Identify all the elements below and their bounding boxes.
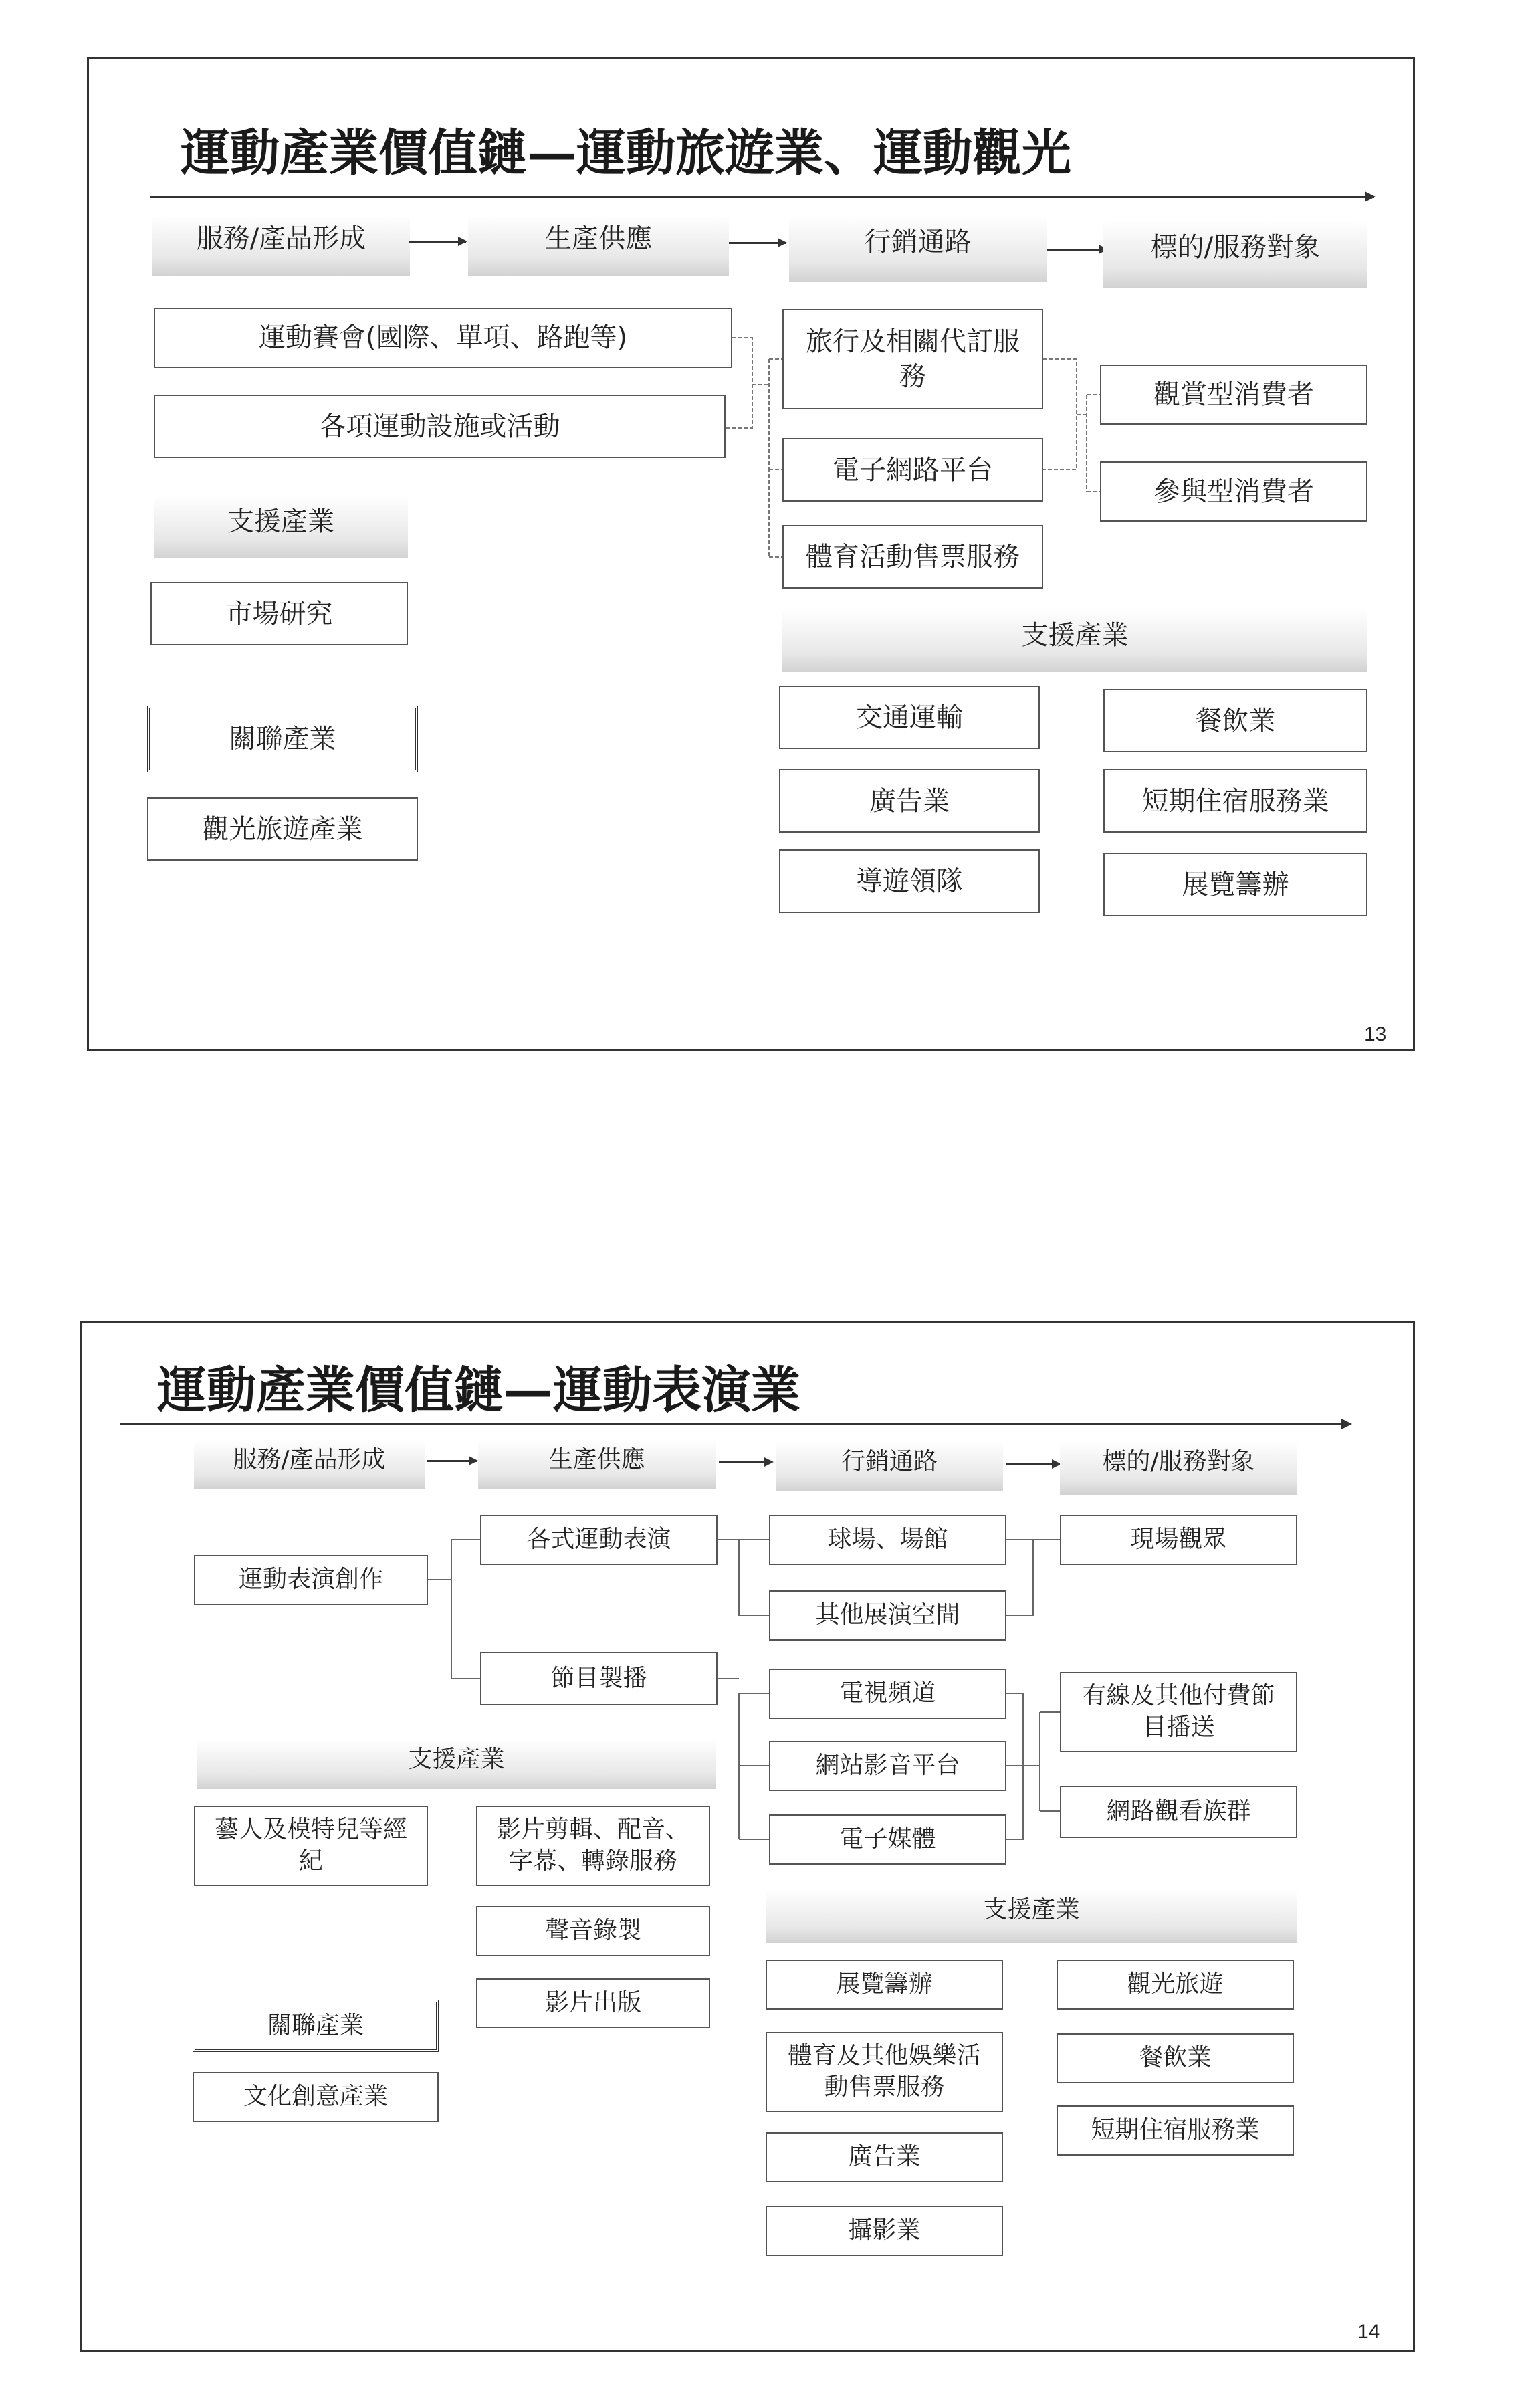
s14-support-right-header: 支援產業 (766, 1889, 1297, 1943)
s13-channel-ticketing: 體育活動售票服務 (782, 525, 1043, 589)
s13-support-market-research: 市場研究 (150, 582, 408, 645)
s13-header-target: 標的/服務對象 (1103, 221, 1367, 288)
s13-header-marketing: 行銷通路 (789, 215, 1047, 282)
s13-related-header: 關聯產業 (147, 706, 418, 772)
s13-channel-travel-booking: 旅行及相關代訂服務 (782, 309, 1043, 409)
s14-related-cultural-creative: 文化創意產業 (193, 2072, 439, 2122)
s14-support-short-stay: 短期住宿服務業 (1057, 2105, 1294, 2156)
s13-target-spectator: 觀賞型消費者 (1100, 365, 1367, 425)
s13-product-sports-events: 運動賽會(國際、單項、路跑等) (154, 308, 732, 368)
s14-production-broadcast: 節目製播 (480, 1652, 718, 1705)
slide-13-page-number: 13 (1364, 1023, 1387, 1045)
s13-support-tour-guide: 導遊領隊 (779, 849, 1040, 913)
s13-support-short-stay: 短期住宿服務業 (1103, 769, 1367, 833)
s13-related-tourism: 觀光旅遊產業 (147, 797, 418, 861)
s14-channel-electronic-media: 電子媒體 (769, 1814, 1006, 1865)
s14-support-editing: 影片剪輯、配音、字幕、轉錄服務 (476, 1806, 710, 1886)
s14-support-photography: 攝影業 (766, 2206, 1003, 2256)
s14-support-film-publishing: 影片出版 (476, 1978, 710, 2028)
s14-support-ticketing: 體育及其他娛樂活動售票服務 (766, 2032, 1003, 2112)
s14-support-exhibition: 展覽籌辦 (766, 1960, 1003, 2010)
s14-header-service-form: 服務/產品形成 (194, 1439, 425, 1489)
s14-target-cable: 有線及其他付費節目播送 (1060, 1672, 1297, 1752)
s14-support-sound-recording: 聲音錄製 (476, 1906, 710, 1956)
s14-support-advertising: 廣告業 (766, 2132, 1003, 2182)
s13-support-right-header: 支援產業 (782, 609, 1367, 672)
s13-header-service-form: 服務/產品形成 (152, 215, 410, 276)
s14-support-talent-agency: 藝人及模特兒等經紀 (194, 1806, 428, 1886)
slide-14-page-number: 14 (1357, 2321, 1380, 2343)
s13-header-production: 生產供應 (468, 215, 729, 276)
s13-support-advertising: 廣告業 (779, 769, 1040, 833)
s14-header-target: 標的/服務對象 (1060, 1441, 1297, 1495)
s14-creation: 運動表演創作 (194, 1555, 428, 1605)
s14-header-marketing: 行銷通路 (776, 1441, 1003, 1491)
s14-related-header: 關聯產業 (193, 2000, 439, 2052)
s13-support-catering: 餐飲業 (1103, 689, 1367, 752)
s14-production-performances: 各式運動表演 (480, 1515, 718, 1565)
s14-target-live-audience: 現場觀眾 (1060, 1515, 1297, 1565)
s14-channel-web-video: 網站影音平台 (769, 1741, 1006, 1791)
s14-channel-other-venues: 其他展演空間 (769, 1590, 1006, 1641)
s14-support-left-header: 支援產業 (197, 1739, 716, 1789)
slide-13-title: 運動產業價值鏈—運動旅遊業、運動觀光 (181, 124, 1071, 182)
s14-target-online-viewers: 網路觀看族群 (1060, 1786, 1297, 1838)
s14-support-tourism: 觀光旅遊 (1057, 1960, 1294, 2010)
s14-channel-stadium: 球場、場館 (769, 1515, 1006, 1565)
slide-14-title: 運動產業價值鏈—運動表演業 (157, 1362, 800, 1419)
s13-support-left-header: 支援產業 (154, 495, 408, 558)
s14-header-production: 生產供應 (478, 1439, 716, 1489)
s13-product-sports-facilities: 各項運動設施或活動 (154, 395, 726, 458)
s14-support-catering: 餐飲業 (1057, 2033, 1294, 2083)
s13-channel-online-platform: 電子網路平台 (782, 438, 1043, 502)
s13-support-exhibition: 展覽籌辦 (1103, 853, 1367, 916)
s14-channel-tv: 電視頻道 (769, 1669, 1006, 1719)
s13-target-participant: 參與型消費者 (1100, 461, 1367, 522)
s13-support-transport: 交通運輸 (779, 686, 1040, 749)
